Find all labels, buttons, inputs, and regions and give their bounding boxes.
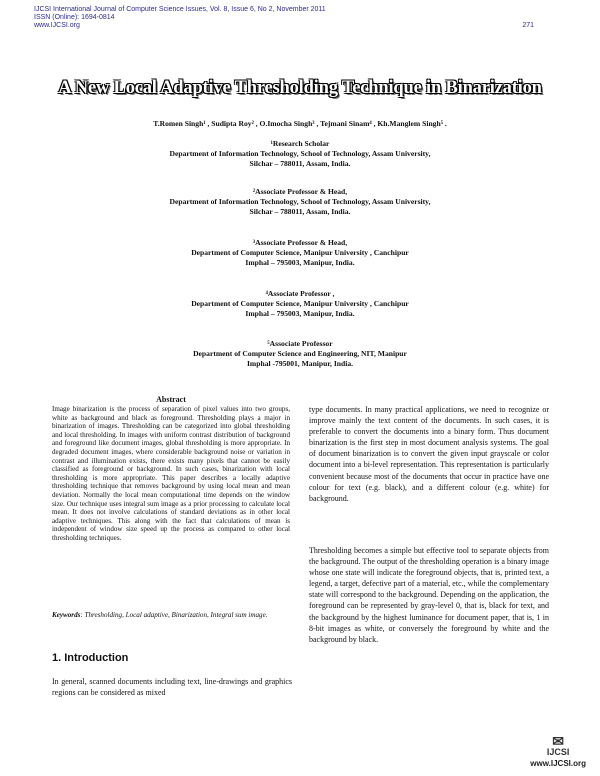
affiliation-3	[0, 238, 600, 268]
author-list: T.Romen Singh¹ , Sudipta Roy² , O.Imocha Singh³ , Tejmani Sinam⁴ , Kh.Manglem Singh⁵ .	[153, 119, 447, 128]
journal-site: www.IJCSI.org	[34, 22, 80, 30]
footer-site: www.IJCSI.org	[530, 759, 586, 768]
section-heading-introduction: 1. Introduction	[52, 652, 129, 664]
introduction-text: In general, scanned documents including text, line-drawings and graphics regions can be considered as mixed	[52, 677, 292, 698]
keywords-label: Keywords	[52, 611, 81, 619]
affiliation-dept: Department of Information Technology, School of Technology, Assam University,	[169, 149, 431, 158]
affiliation-place: Silchar – 788011, Assam, India.	[249, 207, 351, 216]
issn: ISSN (Online): 1694-0814	[34, 14, 115, 22]
affiliation-place: Imphal – 795003, Manipur, India.	[245, 258, 355, 267]
affiliation-place: Imphal -795001, Manipur, India.	[246, 359, 354, 368]
affiliation-role: ¹Research Scholar	[270, 139, 330, 148]
affiliation-role: ³Associate Professor & Head,	[252, 238, 348, 247]
affiliation-2	[0, 187, 600, 217]
logo-acronym: IJCSI	[546, 747, 570, 757]
affiliation-dept: Department of Computer Science and Engineering, NIT, Manipur	[193, 349, 407, 358]
journal-citation: IJCSI International Journal of Computer Science Issues, Vol. 8, Issue 6, No 2, November 2011	[34, 6, 326, 13]
abstract-text: Image binarization is the process of separation of pixel values into two groups, white as background and black as foreground. Thresholding plays a major in binarization of images. Thresholding can be categorized into global thresholding and local thresholding. In images with uniform contrast distribution of background and foreground like document images, global thresholding is more appropriate. In degraded document images, where considerable background noise or variation in contrast and illumination exists, there exists many pixels that cannot be easily classified as foreground or background. In such cases, binarization with local thresholding is more appropriate. This paper describes a locally adaptive thresholding technique that removes background by using local mean and mean deviation. Normally the local mean computational time depends on the window size. Our technique uses integral sum image as a prior processing to calculate local mean. It does not involve calculations of standard deviations as in other local adaptive techniques. This along with the fact that calculations of mean is independent of window size speed up the process as compared to other local thresholding techniques.	[52, 405, 290, 542]
abstract-heading: Abstract	[156, 395, 186, 404]
journal-logo	[530, 733, 586, 768]
page-number: 271	[522, 22, 534, 29]
running-header	[34, 6, 326, 31]
affiliation-place: Imphal – 795003, Manipur, India.	[245, 309, 355, 318]
keywords-list: : Thresholding, Local adaptive, Binarization, Integral sum image.	[80, 611, 268, 619]
affiliation-4	[0, 289, 600, 319]
affiliation-dept: Department of Information Technology, School of Technology, Assam University,	[169, 197, 431, 206]
affiliation-role: ⁵Associate Professor	[267, 339, 333, 348]
affiliation-dept: Department of Computer Science, Manipur University , Canchipur	[191, 299, 409, 308]
affiliation-5	[0, 339, 600, 369]
keywords	[52, 611, 290, 620]
right-column-paragraph-2: Thresholding becomes a simple but effective tool to separate objects from the background. The output of the thresholding operation is a binary image whose one state will indicate the foreground objects, that is, printed text, a legend, a target, defective part of a material, etc., while the complementary state will correspond to the background. Depending on the application, the foreground can be represented by gray-level 0, that is, black for text, and the background by the highest luminance for document paper, that is, 1 in 8-bit images as white, or conversely the foreground by white and the background by black.	[309, 546, 549, 644]
logo-icon: ✉	[552, 733, 564, 749]
right-column-paragraph-1: type documents. In many practical applications, we need to recognize or improve mainly the text content of the documents. In such cases, it is preferable to convert the documents into a binary form. Thus document binarization is the first step in most document analysis systems. The goal of document binarization is to convert the given input grayscale or color document into a bi-level representation. This representation is particularly convenient because most of the documents that occur in practice have one colour for text (e.g. black), and a different colour (e.g. white) for background.	[309, 405, 549, 503]
affiliation-place: Silchar – 788011, Assam, India.	[249, 159, 351, 168]
affiliation-role: ⁴Associate Professor ,	[265, 289, 335, 298]
affiliation-role: ²Associate Professor & Head,	[252, 187, 348, 196]
paper-title: A New Local Adaptive Thresholding Technique in Binarization	[58, 78, 542, 98]
affiliation-1	[0, 139, 600, 169]
affiliation-dept: Department of Computer Science, Manipur University , Canchipur	[191, 248, 409, 257]
